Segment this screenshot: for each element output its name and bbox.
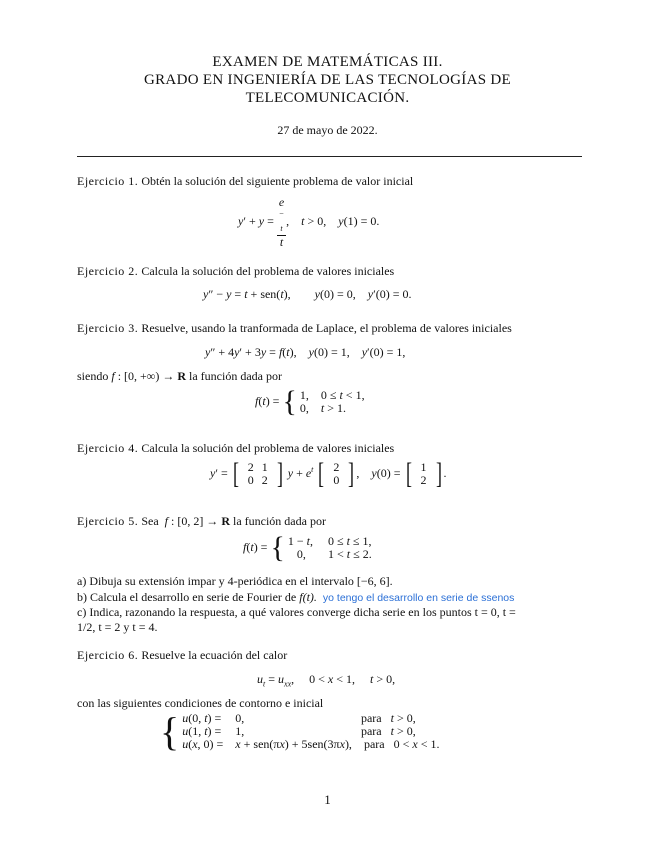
exercise-5-part-c-line1: c) Indica, razonando la respuesta, a qué valores converge dicha serie en los puntos t = 0, t =: [77, 605, 516, 619]
degree-title-line2: TELECOMUNICACIÓN.: [245, 90, 410, 106]
exercise-2-statement: [77, 264, 394, 279]
exercise-3-equation: y″ + 4y′ + 3y = f(t), y(0) = 1, y′(0) = 1,: [205, 345, 406, 359]
exercise-1-statement: [77, 174, 413, 189]
exercise-6-heat-equation: $u_t = u_{xx}$, 0 < x < 1, t > 0,: [257, 672, 396, 689]
exercise-3-statement: [77, 321, 512, 336]
exercise-5-sea: Sea: [141, 514, 159, 528]
exercise-2-label: Ejercicio 2.: [77, 264, 139, 278]
exam-title: EXAMEN DE MATEMÁTICAS III.: [212, 54, 443, 70]
exercise-1-equation: y′ + y = e $^{- t}$ t , t > 0, y(1) = 0.: [238, 195, 380, 249]
exercise-3-function-intro: siendo f : [0, +∞) → R la función dada por: [77, 369, 282, 383]
handwritten-annotation: yo tengo el desarrollo en serie de ssenos: [322, 592, 515, 604]
exercise-5-part-a: a) Dibuja su extensión impar y 4-periódica en el intervalo [−6, 6].: [77, 574, 393, 588]
exercise-1-text: Obtén la solución del siguiente problema de valor inicial: [141, 174, 414, 188]
degree-title-line1: GRADO EN INGENIERÍA DE LAS TECNOLOGÍAS DE: [144, 72, 511, 88]
exercise-5-part-b: [77, 590, 514, 605]
header-divider: [77, 156, 582, 157]
exercise-3-function-text: la función dada por: [189, 369, 282, 383]
exercise-2-equation: y″ − y = t + sen(t), y(0) = 0, y′(0) = 0.: [203, 287, 412, 301]
exam-date: 27 de mayo de 2022.: [277, 123, 378, 137]
exercise-4-equation: y′ = [ 2 1 0 2 ] $y + e^t$ [ 2 0 ] , y(0) = [ 1 2 ] .: [210, 457, 447, 490]
exercise-3-piecewise: f(t) = { 1, 0 ≤ t < 1, 0, t > 1.: [255, 385, 365, 418]
exercise-5-part-c-line2: 1/2, t = 2 y t = 4.: [77, 620, 158, 634]
exercise-3-text: Resuelve, usando la tranformada de Laplace, el problema de valores iniciales: [141, 321, 512, 335]
exercise-5-piecewise: f(t) = { 1 − t, 0 ≤ t ≤ 1, 0, 1 < t ≤ 2.: [243, 531, 372, 564]
exercise-1-label: Ejercicio 1.: [77, 174, 139, 188]
exercise-4-label: Ejercicio 4.: [77, 441, 139, 455]
exercise-2-text: Calcula la solución del problema de valores iniciales: [141, 264, 395, 278]
exercise-4-text: Calcula la solución del problema de valores iniciales: [141, 441, 395, 455]
page-number: 1: [324, 792, 331, 807]
exercise-6-text: Resuelve la ecuación del calor: [141, 648, 288, 662]
exercise-6-conditions: { u(0, t) = 0, para t > 0, u(1, t) = 1, para t > 0, u(x, 0) = x + sen(πx) + 5sen(3πx), para 0 < x < 1.: [160, 708, 440, 754]
exercise-6-conditions-intro: con las siguientes condiciones de contorno e inicial: [77, 696, 324, 710]
exercise-6-statement: [77, 648, 287, 663]
exercise-6-label: Ejercicio 6.: [77, 648, 139, 662]
exercise-5-label: Ejercicio 5.: [77, 514, 139, 528]
exercise-3-siendo: siendo: [77, 369, 109, 383]
exercise-5-function-text: la función dada por: [232, 514, 326, 528]
exercise-5-part-b-end: f(t).: [299, 590, 317, 604]
exercise-5-statement: Ejercicio 5. Sea f : [0, 2] → R la función dada por: [77, 514, 326, 528]
exercise-3-label: Ejercicio 3.: [77, 321, 139, 335]
exercise-5-part-b-text: b) Calcula el desarrollo en serie de Fourier de: [77, 590, 297, 604]
exercise-4-statement: [77, 441, 394, 456]
